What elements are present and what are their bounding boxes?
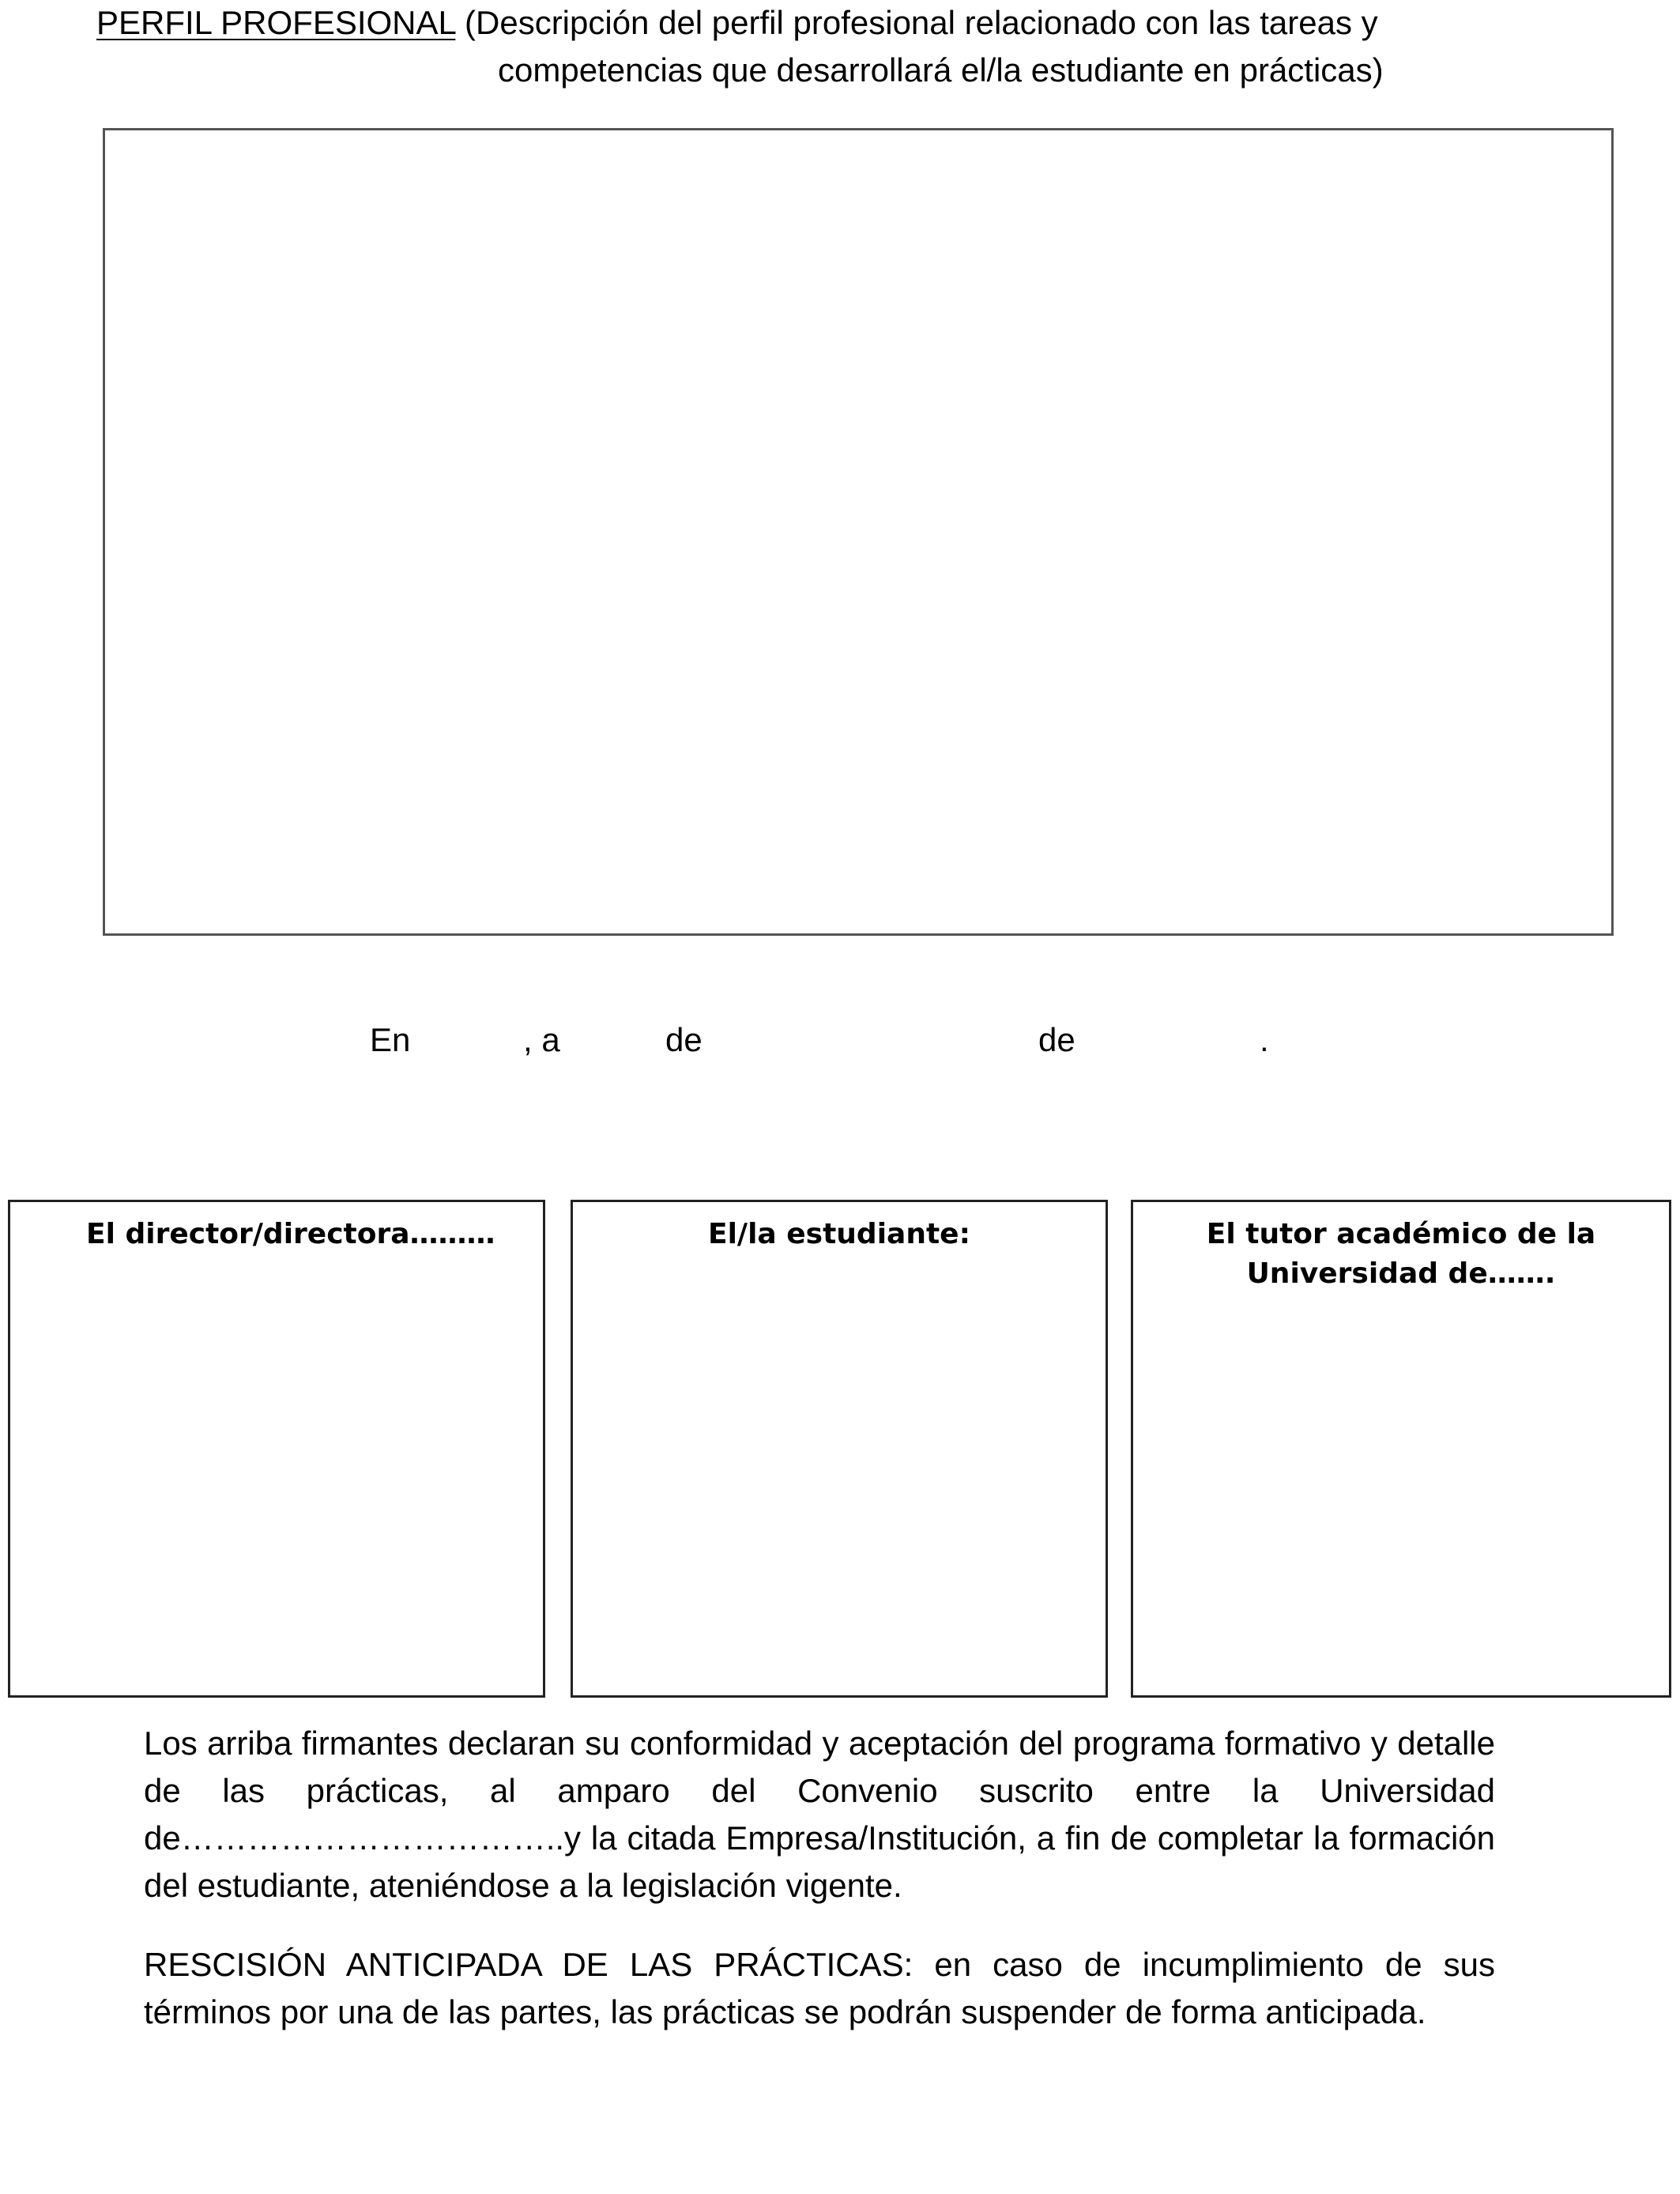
profile-description-line1: (Descripción del perfil profesional relacionado con las tareas y [465,4,1378,41]
date-label-end: . [1260,1021,1269,1058]
signature-label-tutor: El tutor académico de la Universidad de……. [1206,1218,1596,1290]
date-label-a: , a [523,1021,560,1058]
signature-box-director[interactable] [8,1200,545,1698]
agreement-paragraph: Los arriba firmantes declaran su conformidad y aceptación del programa formativo y detalle de las prácticas, al amparo del Convenio suscrito entre la Universidad de……………………………..y la citada Empresa/Institución, a fin de completar la formación del estudiante, ateniéndose a la legislación vigente. [144,1725,1495,1904]
date-label-de-year: de [1038,1021,1075,1058]
profile-description-box[interactable] [103,128,1614,936]
profile-title: PERFIL PROFESIONAL [96,4,456,41]
signature-box-student[interactable] [571,1200,1108,1698]
date-label-de-month: de [665,1021,703,1058]
date-label-en: En [370,1021,411,1058]
rescission-paragraph: RESCISIÓN ANTICIPADA DE LAS PRÁCTICAS: en caso de incumplimiento de sus términos por una de las partes, las prácticas se podrán suspender de forma anticipada. [144,1946,1495,2030]
signature-box-tutor[interactable] [1131,1200,1671,1698]
profile-description-line2: competencias que desarrollará el/la estudiante en prácticas) [498,51,1384,89]
signature-label-director: El director/directora……… [86,1218,495,1250]
signature-label-student: El/la estudiante: [708,1218,970,1250]
profile-heading [96,0,1378,47]
